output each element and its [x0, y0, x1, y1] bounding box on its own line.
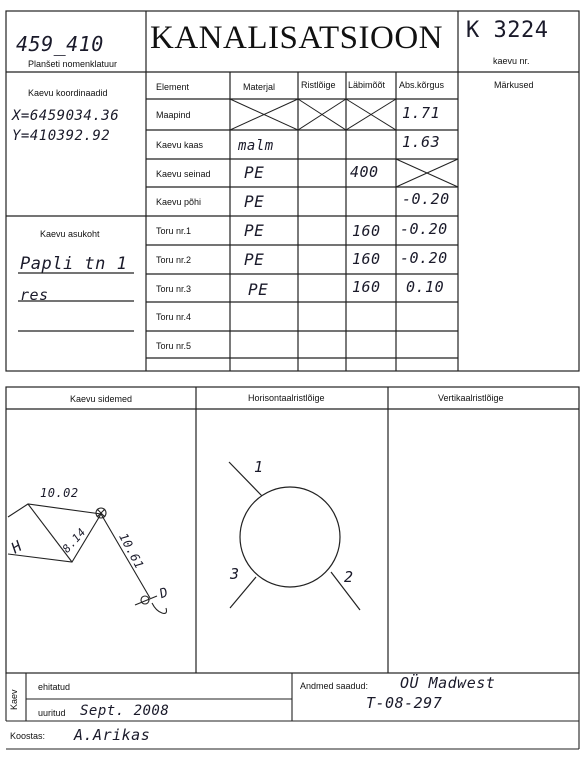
row-element: Kaevu kaas — [156, 140, 204, 150]
row-elevation: 0.10 — [406, 278, 445, 296]
col-cross-section: Ristlõige — [301, 80, 336, 90]
row-elevation: 1.71 — [402, 104, 441, 122]
tie-distance-3: 10.61 — [116, 530, 147, 572]
sheet-label: Planšeti nomenklatuur — [28, 59, 118, 69]
surveyed-value: Sept. 2008 — [80, 703, 170, 719]
row-material: PE — [244, 163, 265, 182]
tie-distance-2: 8.14 — [59, 525, 89, 556]
row-element: Kaevu põhi — [156, 197, 202, 207]
location-line-2: res — [20, 286, 49, 304]
kaev-section-label: Kaev — [9, 689, 19, 710]
horizontal-title: Horisontaalristlõige — [248, 393, 325, 403]
pipe-label-2: 2 — [344, 568, 354, 586]
row-element: Toru nr.3 — [156, 284, 192, 294]
coord-x: X=6459034.36 — [12, 108, 120, 124]
location-line-1: Papli tn 1 — [20, 254, 128, 274]
row-elevation: -0.20 — [400, 249, 448, 267]
col-elevation: Abs.kõrgus — [399, 80, 445, 90]
data-source-ref: T-08-297 — [366, 694, 443, 712]
data-source-value: OÜ Madwest — [400, 674, 496, 692]
row-diameter: 160 — [352, 222, 381, 240]
coord-y: Y=410392.92 — [12, 128, 111, 144]
author-value: A.Arikas — [74, 726, 151, 744]
ties-title: Kaevu sidemed — [70, 394, 133, 404]
row-material: PE — [244, 221, 265, 240]
data-source-label: Andmed saadud: — [300, 681, 369, 691]
col-diameter: Läbimõõt — [348, 80, 386, 90]
well-label: kaevu nr. — [493, 56, 530, 66]
row-diameter: 160 — [352, 250, 381, 268]
pipe-label-3: 3 — [230, 565, 240, 583]
row-element: Kaevu seinad — [156, 169, 211, 179]
row-element: Toru nr.1 — [156, 226, 192, 236]
house-label: H — [8, 536, 26, 558]
row-material: malm — [238, 138, 274, 154]
coords-label: Kaevu koordinaadid — [28, 88, 108, 98]
row-element: Toru nr.5 — [156, 341, 192, 351]
row-diameter: 160 — [352, 278, 381, 296]
col-element: Element — [156, 82, 190, 92]
row-material: PE — [244, 192, 265, 211]
built-label: ehitatud — [38, 682, 71, 692]
well-id: K 3224 — [466, 18, 549, 43]
tie-distance-1: 10.02 — [40, 486, 79, 500]
row-element: Toru nr.4 — [156, 312, 192, 322]
col-notes: Märkused — [494, 80, 534, 90]
row-diameter: 400 — [350, 163, 379, 181]
pole-label: D — [157, 585, 171, 602]
page-title: KANALISATSIOON — [150, 20, 443, 56]
row-elevation: -0.20 — [400, 220, 448, 238]
author-label: Koostas: — [10, 731, 46, 741]
col-material: Materjal — [243, 82, 276, 92]
row-element: Toru nr.2 — [156, 255, 192, 265]
row-material: PE — [244, 250, 265, 269]
row-elevation: -0.20 — [402, 190, 450, 208]
sheet-number: 459_410 — [16, 32, 104, 56]
horizontal-section — [229, 462, 360, 610]
row-elevation: 1.63 — [402, 133, 441, 151]
location-label: Kaevu asukoht — [40, 229, 100, 239]
surveyed-label: uuritud — [38, 708, 66, 718]
vertical-title: Vertikaalristlõige — [438, 393, 504, 403]
row-material: PE — [248, 280, 269, 299]
pipe-label-1: 1 — [254, 458, 264, 476]
row-element: Maapind — [156, 110, 191, 120]
